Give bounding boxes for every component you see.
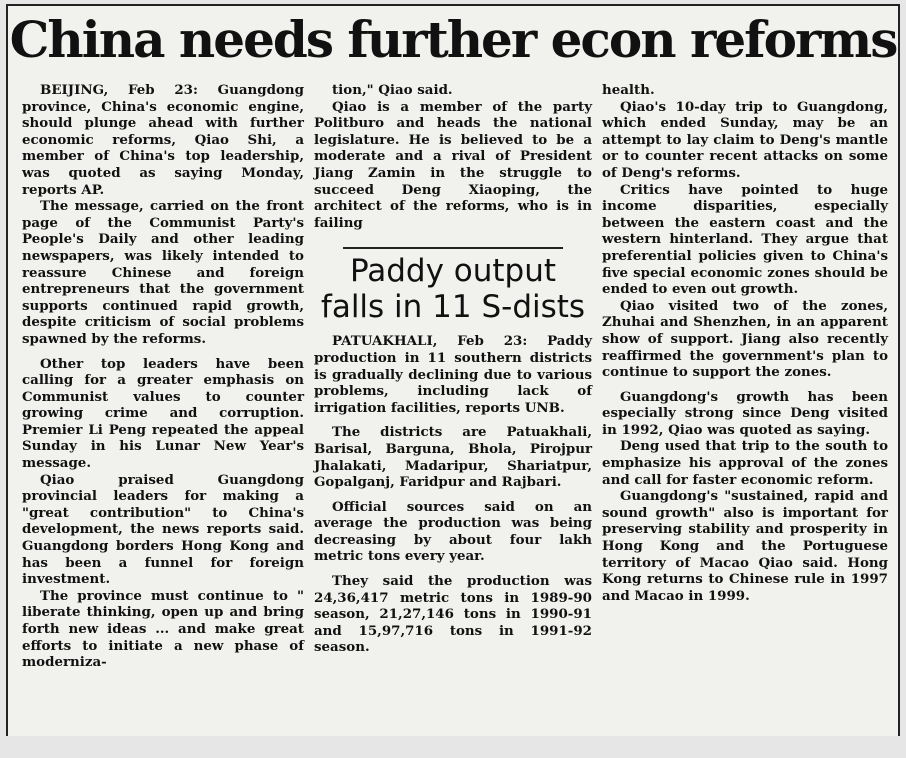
paragraph: health. xyxy=(602,82,655,98)
paragraph: The message, carried on the front page of the Communist Party's People's Daily and other leading newspapers, was likely intended to reassure Chinese and foreign entrepreneurs that the government supports continued rapid growth, despite criticism of social problems spawned by the reforms. xyxy=(22,198,304,347)
paragraph: The districts are Patuakhali, Barisal, Barguna, Bhola, Pirojpur Jhalakati, Madaripur, Shariatpur, Gopalganj, Faridpur and Rajbari. xyxy=(314,424,592,491)
paragraph: BEIJING, Feb 23: Guangdong province, China's economic engine, should plunge ahead with further economic reforms, Qiao Shi, a member of China's top leadership, was quoted as saying Monday, reports AP. xyxy=(22,82,304,198)
paragraph: Guangdong's growth has been especially strong since Deng visited in 1992, Qiao was quoted as saying. xyxy=(602,388,888,438)
column-1 xyxy=(22,82,304,671)
paragraph: Other top leaders have been calling for a greater emphasis on Communist values to counter growing crime and corruption. Premier Li Peng repeated the appeal Sunday in his Lunar New Year's message. xyxy=(22,355,304,472)
paragraph: The province must continue to " liberate thinking, open up and bring forth new ideas ... and make great efforts to initiate a new phase of moderniza- xyxy=(22,587,304,671)
paragraph: Qiao visited two of the zones, Zhuhai and Shenzhen, in an apparent show of support. Jiang also recently reaffirmed the government's plan to continue to support the zones. xyxy=(602,297,888,381)
divider xyxy=(343,247,563,249)
paragraph: tion," Qiao said. xyxy=(332,82,453,98)
paragraph: They said the production was 24,36,417 metric tons in 1989-90 season, 21,27,146 tons in 1990-91 and 15,97,716 tons in 1991-92 season. xyxy=(314,573,592,656)
subheadline: Paddy output falls in 11 S-dists xyxy=(320,253,586,326)
paragraph: Qiao praised Guangdong provincial leaders for making a "great contribution" to China's development, the news reports said. Guangdong borders Hong Kong and has been a funnel for foreign investment. xyxy=(22,471,304,588)
column-2 xyxy=(314,82,592,656)
paragraph: Guangdong's "sustained, rapid and sound growth" also is important for preserving stability and prosperity in Hong Kong and the Portuguese territory of Macao Qiao said. Hong Kong returns to Chinese rule in 1997 and Macao in 1999. xyxy=(602,488,888,604)
paragraph: Critics have pointed to huge income disparities, especially between the eastern coast and the western hinterland. They argue that preferential policies given to China's five special economic zones should be ended to even out growth. xyxy=(602,181,888,298)
paragraph: Deng used that trip to the south to emphasize his approval of the zones and call for faster economic reform. xyxy=(602,438,888,488)
newspaper-clipping xyxy=(6,4,900,736)
paragraph: Qiao is a member of the party Politburo and heads the national legislature. He is believed to be a moderate and a rival of President Jiang Zamin in the struggle to succeed Deng Xiaoping, the architect of the reforms, who is in failing xyxy=(314,98,592,231)
headline: China needs further econ reforms xyxy=(9,10,897,69)
paragraph: Official sources said on an average the production was being decreasing by about four lakh metric tons every year. xyxy=(314,498,592,565)
paragraph: PATUAKHALI, Feb 23: Paddy production in 11 southern districts is gradually declining due to various problems, including lack of irrigation facilities, reports UNB. xyxy=(314,333,592,416)
column-3 xyxy=(602,82,888,604)
paragraph: Qiao's 10-day trip to Guangdong, which ended Sunday, may be an attempt to lay claim to Deng's mantle or to counter recent attacks on some of Deng's reforms. xyxy=(602,98,888,181)
